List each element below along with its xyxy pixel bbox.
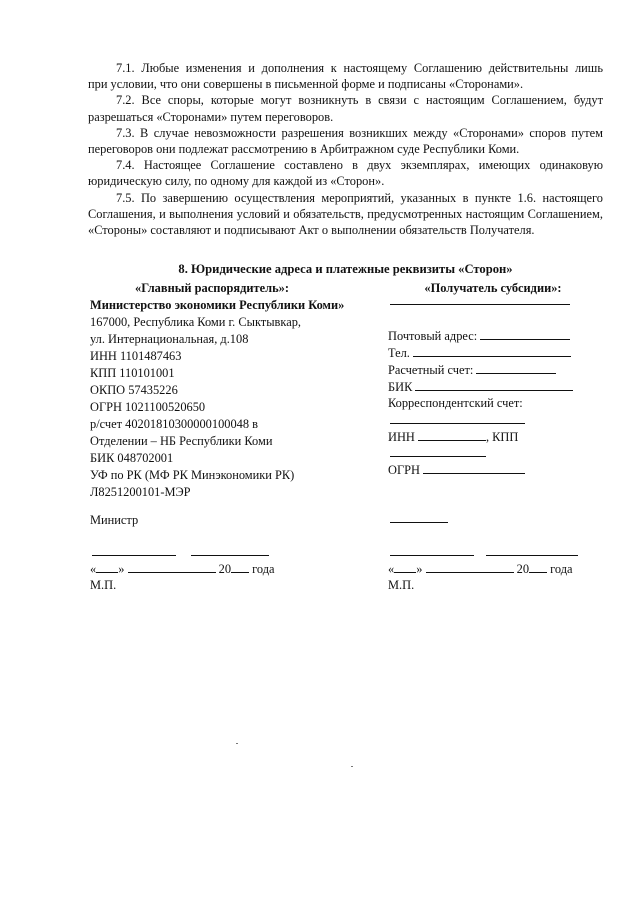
kpp-label: , КПП [485,430,519,444]
clause-7-2 [88,92,603,124]
phone-blank [413,344,571,357]
ogrn-line: ОГРН 1021100520650 [90,400,206,414]
year-prefix: 20 [516,562,530,576]
account-field [388,361,556,378]
clause-rest: юридическую силу, по одному для каждой из «Сторон». [88,174,385,189]
clause-rest: при условии, что они совершены в письменной форме и подписаны «Сторонами». [88,77,524,92]
kpp-line: КПП 110101001 [90,366,175,380]
bik-blank [415,378,573,391]
clause-7-3 [88,125,603,157]
okpo-line: ОКПО 57435226 [90,383,178,397]
year-blank [231,560,249,573]
corr-account-field [388,395,523,411]
clause-rest: Соглашения, и выполнения условий и обязательств, предусмотренных настоящим Соглашением, «Стороны» составляют и подписывают Акт о выполнении обязательств Получателя. [88,206,603,238]
organization-name: Министерство экономики Республики Коми» [90,298,345,312]
personal-account-line: Л8251200101-МЭР [90,485,191,499]
clause-7-1 [88,60,603,92]
account-line: р/счет 40201810300000100048 в [90,417,258,431]
account-label: Расчетный счет: [388,363,474,377]
year-prefix: 20 [218,562,232,576]
inn-label: ИНН [388,430,415,444]
clause-first-line: 7.1. Любые изменения и дополнения к настоящему Соглашению действительны лишь [116,61,603,75]
seal-mark: М.П. [388,578,415,592]
chief-administrator-heading: «Главный распорядитель»: [135,281,289,295]
inn-kpp-field [388,428,518,445]
corr-label: Корреспондентский счет: [388,396,523,410]
clause-first-line: 7.4. Настоящее Соглашение составлено в двух экземплярах, имеющих одинаковую [116,158,603,173]
recipient-name-line [390,292,570,305]
month-blank [128,560,216,573]
ogrn-blank [423,461,525,474]
date-quote-close: » [118,562,125,576]
signature-date-left [90,560,275,577]
recipient-title-line [390,510,448,523]
date-quote-open: « [388,562,395,576]
inn-line: ИНН 1101487463 [90,349,182,363]
clause-first-line: 7.5. По завершению осуществления мероприятий, указанных в пункте 1.6. настоящего [116,190,603,205]
name-line [191,543,269,556]
clause-rest: разрешаться «Сторонами» путем переговоров. [88,109,334,124]
signature-line [92,543,176,556]
date-quote-close: » [416,562,423,576]
postal-label: Почтовый адрес: [388,329,478,343]
address-line: 167000, Республика Коми г. Сыктывкар, [90,315,302,329]
year-word: года [252,562,275,576]
chief-administrator-column [90,280,380,501]
recipient-name-signature-line [486,543,578,556]
bank-line: Отделении – НБ Республики Коми [90,434,273,448]
clause-rest: переговоров они подлежат рассмотрению в Арбитражном суде Республики Коми. [88,142,520,157]
ogrn-label: ОГРН [388,463,420,477]
date-quote-open: « [90,562,97,576]
account-blank [476,361,556,374]
postal-address-field [388,327,570,344]
signature-date-right [388,560,573,577]
inn-blank [418,428,486,441]
day-blank [96,560,118,573]
recipient-signature-line [390,543,474,556]
bik-label: БИК [388,380,413,394]
clause-7-4 [88,157,603,189]
seal-mark: М.П. [90,578,117,592]
ogrn-field [388,461,525,478]
corr-blank [390,411,525,424]
year-word: года [550,562,573,576]
clauses-section [88,60,603,238]
clause-first-line: 7.2. Все споры, которые могут возникнуть в связи с настоящим Соглашением, будут [116,93,603,108]
bik-field [388,378,573,395]
section-title: 8. Юридические адреса и платежные реквизиты «Сторон» [178,262,513,276]
clause-first-line: 7.3. В случае невозможности разрешения возникших между «Сторонами» споров путем [116,125,603,140]
address-line: ул. Интернациональная, д.108 [90,332,249,346]
bik-line: БИК 048702001 [90,451,174,465]
year-blank [529,560,547,573]
month-blank [426,560,514,573]
subsidy-recipient-heading: «Получатель субсидии»: [424,281,562,295]
phone-label: Тел. [388,346,410,360]
signer-title: Министр [90,513,139,527]
clause-7-5 [88,190,603,239]
day-blank [394,560,416,573]
phone-field [388,344,571,361]
postal-blank [480,327,570,340]
treasury-line: УФ по РК (МФ РК Минэкономики РК) [90,468,295,482]
kpp-blank [390,444,486,457]
